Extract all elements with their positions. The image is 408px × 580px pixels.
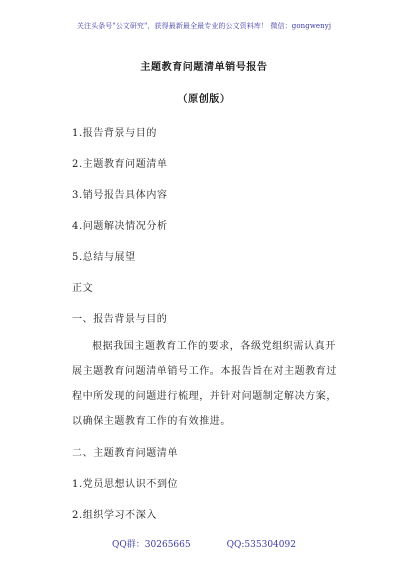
paragraph-line: 展主题教育问题清单销号工作。本报告旨在对主题教育过: [72, 366, 337, 377]
promo-banner: 关注头条号"公文研究"，获得最新最全最专业的公文资料库！ 微信：gongwenyj: [76, 22, 332, 30]
contact-footer: [0, 537, 408, 550]
toc-item: 4.问题解决情况分析: [72, 221, 168, 232]
paragraph-line: 程中所发现的问题进行梳理，并针对问题制定解决方案，: [72, 391, 337, 402]
list-item: 1.党员思想认识不到位: [72, 479, 179, 490]
section-paragraph: [72, 334, 372, 434]
list-item: 2.组织学习不深入: [72, 510, 157, 521]
body-label: 正文: [72, 283, 94, 294]
paragraph-line: 根据我国主题教育工作的要求，各级党组织需认真开: [92, 341, 336, 352]
document-title: 主题教育问题清单销号报告: [140, 62, 268, 73]
document-subtitle: （原创版）: [177, 94, 231, 105]
section-heading: 二、主题教育问题清单: [72, 448, 178, 459]
toc-item: 5.总结与展望: [72, 252, 136, 263]
paragraph-line: 以确保主题教育工作的有效推进。: [72, 416, 231, 427]
qq-number-text: QQ:535304092: [226, 540, 296, 550]
toc-item: 3.销号报告具体内容: [72, 190, 168, 201]
section-heading: 一、报告背景与目的: [72, 314, 168, 325]
qq-group-text: QQ群：30265665: [112, 540, 191, 550]
toc-item: 1.报告背景与目的: [72, 128, 157, 139]
toc-item: 2.主题教育问题清单: [72, 159, 168, 170]
